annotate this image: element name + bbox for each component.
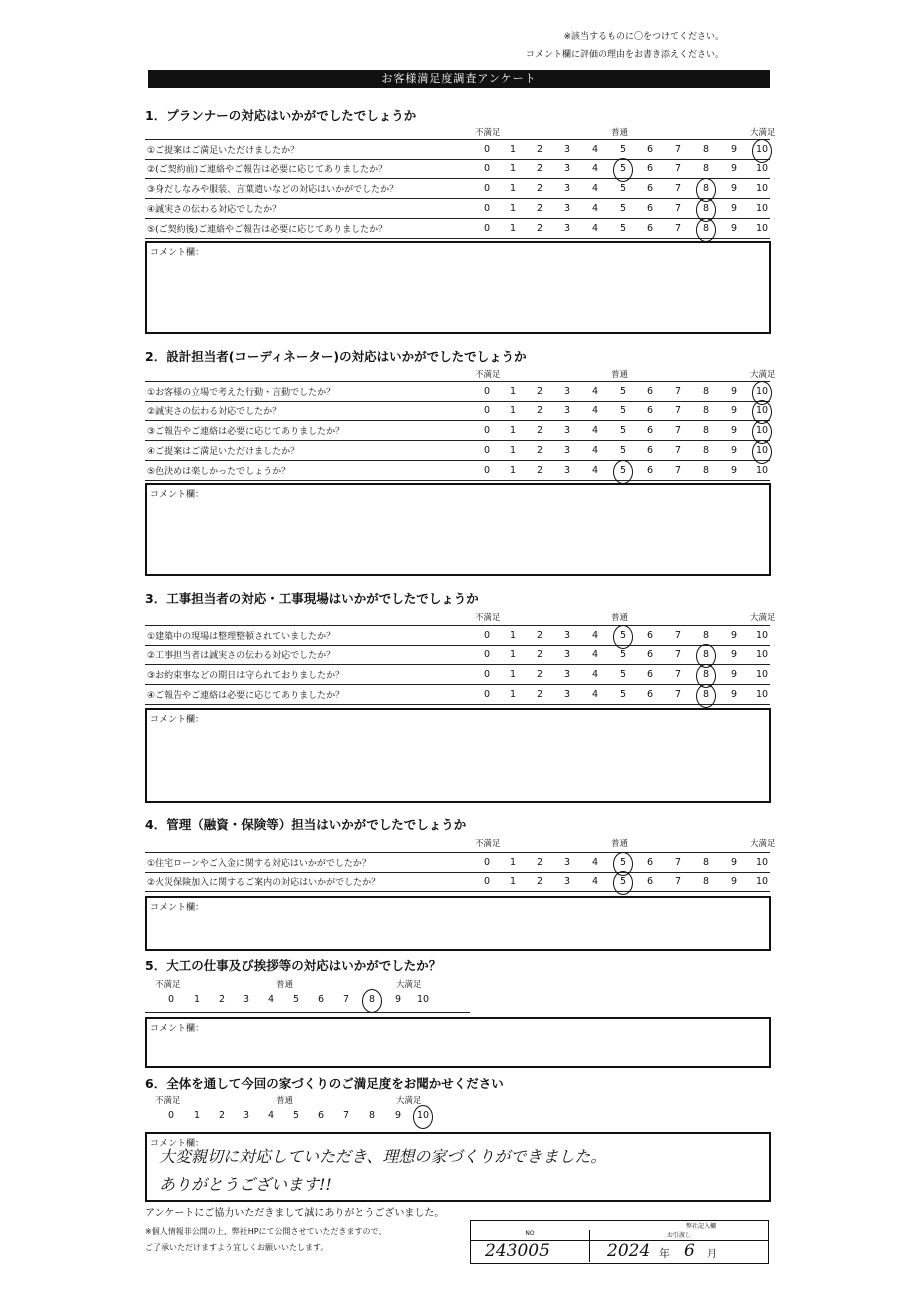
section-1-question-row xyxy=(145,199,770,219)
rating-option-0[interactable]: 0 xyxy=(483,445,491,456)
rating-option-5[interactable]: 5 xyxy=(615,630,631,641)
rating-option-2[interactable]: 2 xyxy=(218,1110,226,1121)
section-4-title: 4．管理（融資・保険等）担当はいかがでしたでしょうか xyxy=(145,817,467,832)
rating-option-10[interactable]: 10 xyxy=(755,386,769,397)
rating-option-7[interactable]: 7 xyxy=(674,425,682,436)
rating-option-0[interactable]: 0 xyxy=(483,465,491,476)
rating-option-9[interactable]: 9 xyxy=(730,163,738,174)
section-6-mid-label: 普通 xyxy=(276,1096,294,1106)
rating-option-7[interactable]: 7 xyxy=(674,223,682,234)
section-5-title: 5．大工の仕事及び挨拶等の対応はいかがでしたか？ xyxy=(145,958,442,973)
rating-option-3[interactable]: 3 xyxy=(563,649,571,660)
rating-option-9[interactable]: 9 xyxy=(730,669,738,680)
rating-option-2[interactable]: 2 xyxy=(536,689,544,700)
rating-option-3[interactable]: 3 xyxy=(563,425,571,436)
section-5-mid-label: 普通 xyxy=(276,980,294,990)
section-1-question-row xyxy=(145,159,770,179)
question-text: ④ご提案はご満足いただけましたか？ xyxy=(147,447,300,457)
rating-option-5[interactable]: 5 xyxy=(292,1110,300,1121)
rating-option-10[interactable]: 10 xyxy=(755,649,769,660)
question-text: ②火災保険加入に関するご案内の対応はいかがでしたか？ xyxy=(147,878,381,888)
rating-option-9[interactable]: 9 xyxy=(730,386,738,397)
rating-option-0[interactable]: 0 xyxy=(483,405,491,416)
rating-option-0[interactable]: 0 xyxy=(167,994,175,1005)
section-2-low-label: 不満足 xyxy=(475,370,501,380)
rating-option-10[interactable]: 10 xyxy=(755,630,769,641)
section-2-question-row xyxy=(145,441,770,461)
rating-option-6[interactable]: 6 xyxy=(646,144,654,155)
rating-option-10[interactable]: 10 xyxy=(755,163,769,174)
rating-option-6[interactable]: 6 xyxy=(317,1110,325,1121)
rating-option-7[interactable]: 7 xyxy=(674,445,682,456)
section-6-comment-box[interactable] xyxy=(145,1132,771,1202)
rating-option-7[interactable]: 7 xyxy=(674,876,682,887)
question-text: ④誠実さの伝わる対応でしたか？ xyxy=(147,205,282,215)
no-label: NO xyxy=(471,1230,590,1241)
rating-option-0[interactable]: 0 xyxy=(483,163,491,174)
rating-option-4[interactable]: 4 xyxy=(267,994,275,1005)
office-use-label: 弊社記入欄 xyxy=(685,1223,716,1230)
rating-option-6[interactable]: 6 xyxy=(646,163,654,174)
rating-option-5[interactable]: 5 xyxy=(615,857,631,868)
rating-option-6[interactable]: 6 xyxy=(646,689,654,700)
rating-option-5[interactable]: 5 xyxy=(619,445,627,456)
rating-option-3[interactable]: 3 xyxy=(563,405,571,416)
rating-option-6[interactable]: 6 xyxy=(646,425,654,436)
section-6-scale xyxy=(145,1108,470,1128)
rating-option-5[interactable]: 5 xyxy=(619,649,627,660)
handwritten-comment-line-1: 大変親切に対応していただき、理想の家づくりができました。 xyxy=(159,1147,607,1166)
rating-option-8[interactable]: 8 xyxy=(702,405,710,416)
section-3-question-row xyxy=(145,625,770,646)
rating-option-7[interactable]: 7 xyxy=(674,183,682,194)
rating-option-4[interactable]: 4 xyxy=(591,445,599,456)
handwritten-comment-line-2: ありがとうございます!! xyxy=(159,1175,332,1194)
section-4-comment-box[interactable] xyxy=(145,896,771,951)
section-3-question-row xyxy=(145,685,770,705)
question-text: ②(ご契約前)ご連絡やご報告は必要に応じてありましたか？ xyxy=(147,165,388,175)
question-text: ④ご報告やご連絡は必要に応じてありましたか？ xyxy=(147,691,345,701)
rating-option-0[interactable]: 0 xyxy=(483,386,491,397)
rating-option-8[interactable]: 8 xyxy=(364,994,380,1005)
rating-option-6[interactable]: 6 xyxy=(646,857,654,868)
rating-option-9[interactable]: 9 xyxy=(730,445,738,456)
instruction-circle: ※該当するものに〇をつけてください。 xyxy=(563,32,724,42)
rating-option-8[interactable]: 8 xyxy=(702,465,710,476)
rating-option-2[interactable]: 2 xyxy=(536,876,544,887)
section-6-low-label: 不満足 xyxy=(155,1096,181,1106)
section-2-title: 2．設計担当者(コーディネーター)の対応はいかがでしたでしょうか xyxy=(145,349,527,364)
section-5-low-label: 不満足 xyxy=(155,980,181,990)
section-3-low-label: 不満足 xyxy=(475,613,501,623)
rating-option-7[interactable]: 7 xyxy=(674,203,682,214)
rating-option-6[interactable]: 6 xyxy=(646,876,654,887)
section-4-question-row xyxy=(145,852,770,873)
rating-option-5[interactable]: 5 xyxy=(292,994,300,1005)
rating-option-2[interactable]: 2 xyxy=(536,203,544,214)
handover-month: 6 xyxy=(684,1241,695,1261)
rating-option-1[interactable]: 1 xyxy=(509,203,517,214)
rating-option-10[interactable]: 10 xyxy=(416,1110,430,1121)
rating-option-6[interactable]: 6 xyxy=(646,465,654,476)
rating-option-7[interactable]: 7 xyxy=(674,465,682,476)
rating-option-1[interactable]: 1 xyxy=(509,876,517,887)
privacy-note-1: ※個人情報非公開の上、弊社HPにて公開させていただきますので、 xyxy=(145,1227,387,1236)
rating-option-5[interactable]: 5 xyxy=(619,425,627,436)
question-text: ①お客様の立場で考えた行動・言動でしたか？ xyxy=(147,388,336,398)
rating-option-8[interactable]: 8 xyxy=(698,203,714,214)
section-2-mid-label: 普通 xyxy=(611,370,629,380)
rating-option-2[interactable]: 2 xyxy=(536,465,544,476)
rating-option-5[interactable]: 5 xyxy=(615,163,631,174)
rating-option-10[interactable]: 10 xyxy=(755,183,769,194)
rating-option-7[interactable]: 7 xyxy=(674,163,682,174)
section-1-high-label: 大満足 xyxy=(750,128,776,138)
rating-option-6[interactable]: 6 xyxy=(646,669,654,680)
rating-option-8[interactable]: 8 xyxy=(702,630,710,641)
rating-option-8[interactable]: 8 xyxy=(702,386,710,397)
rating-option-9[interactable]: 9 xyxy=(730,857,738,868)
rating-option-1[interactable]: 1 xyxy=(509,669,517,680)
rating-option-5[interactable]: 5 xyxy=(615,465,631,476)
rating-option-8[interactable]: 8 xyxy=(702,425,710,436)
rating-option-3[interactable]: 3 xyxy=(563,445,571,456)
rating-option-7[interactable]: 7 xyxy=(674,669,682,680)
office-record-table xyxy=(470,1220,769,1264)
rating-option-10[interactable]: 10 xyxy=(755,876,769,887)
rating-option-10[interactable]: 10 xyxy=(755,223,769,234)
question-text: ①建築中の現場は整理整頓されていましたか？ xyxy=(147,632,336,642)
rating-option-3[interactable]: 3 xyxy=(563,183,571,194)
section-2-comment-box[interactable] xyxy=(145,483,771,576)
rating-option-10[interactable]: 10 xyxy=(755,669,769,680)
rating-option-8[interactable]: 8 xyxy=(702,144,710,155)
rating-option-6[interactable]: 6 xyxy=(646,649,654,660)
rating-option-1[interactable]: 1 xyxy=(509,223,517,234)
rating-option-0[interactable]: 0 xyxy=(483,203,491,214)
section-1-question-row xyxy=(145,219,770,239)
section-1-question-row xyxy=(145,139,770,160)
question-text: ③ご報告やご連絡は必要に応じてありましたか？ xyxy=(147,427,345,437)
rating-option-4[interactable]: 4 xyxy=(591,689,599,700)
rating-option-8[interactable]: 8 xyxy=(698,689,714,700)
rating-option-3[interactable]: 3 xyxy=(563,669,571,680)
rating-option-1[interactable]: 1 xyxy=(509,144,517,155)
rating-option-10[interactable]: 10 xyxy=(755,405,769,416)
rating-option-4[interactable]: 4 xyxy=(591,144,599,155)
rating-option-10[interactable]: 10 xyxy=(755,445,769,456)
rating-option-0[interactable]: 0 xyxy=(483,857,491,868)
rating-option-4[interactable]: 4 xyxy=(591,223,599,234)
rating-option-4[interactable]: 4 xyxy=(591,425,599,436)
rating-option-5[interactable]: 5 xyxy=(619,144,627,155)
rating-option-8[interactable]: 8 xyxy=(698,649,714,660)
rating-option-8[interactable]: 8 xyxy=(702,876,710,887)
section-1-mid-label: 普通 xyxy=(611,128,629,138)
rating-option-5[interactable]: 5 xyxy=(619,203,627,214)
rating-option-1[interactable]: 1 xyxy=(193,1110,201,1121)
rating-option-3[interactable]: 3 xyxy=(563,857,571,868)
rating-option-10[interactable]: 10 xyxy=(755,425,769,436)
rating-option-4[interactable]: 4 xyxy=(267,1110,275,1121)
rating-option-2[interactable]: 2 xyxy=(218,994,226,1005)
rating-option-2[interactable]: 2 xyxy=(536,630,544,641)
section-1-comment-box[interactable] xyxy=(145,241,771,334)
comment-label: コメント欄： xyxy=(150,903,205,913)
rating-option-10[interactable]: 10 xyxy=(755,857,769,868)
rating-option-8[interactable]: 8 xyxy=(702,163,710,174)
survey-title: お客様満足度調査アンケート xyxy=(148,70,770,88)
rating-option-3[interactable]: 3 xyxy=(242,994,250,1005)
rating-option-10[interactable]: 10 xyxy=(755,465,769,476)
rating-option-9[interactable]: 9 xyxy=(730,203,738,214)
rating-option-9[interactable]: 9 xyxy=(730,689,738,700)
rating-option-6[interactable]: 6 xyxy=(646,386,654,397)
rating-option-3[interactable]: 3 xyxy=(242,1110,250,1121)
rating-option-9[interactable]: 9 xyxy=(730,465,738,476)
rating-option-4[interactable]: 4 xyxy=(591,183,599,194)
question-text: ①ご提案はご満足いただけましたか？ xyxy=(147,146,300,156)
question-text: ②工事担当者は誠実さの伝わる対応でしたか？ xyxy=(147,651,336,661)
rating-option-3[interactable]: 3 xyxy=(563,144,571,155)
rating-option-1[interactable]: 1 xyxy=(509,445,517,456)
rating-option-4[interactable]: 4 xyxy=(591,669,599,680)
question-text: ①住宅ローンやご入金に関する対応はいかがでしたか？ xyxy=(147,859,371,869)
rating-option-6[interactable]: 6 xyxy=(646,445,654,456)
rating-option-7[interactable]: 7 xyxy=(674,630,682,641)
rating-option-9[interactable]: 9 xyxy=(730,425,738,436)
rating-option-1[interactable]: 1 xyxy=(193,994,201,1005)
rating-option-2[interactable]: 2 xyxy=(536,405,544,416)
section-4-mid-label: 普通 xyxy=(611,839,629,849)
rating-option-7[interactable]: 7 xyxy=(674,386,682,397)
question-text: ⑤(ご契約後)ご連絡やご報告は必要に応じてありましたか？ xyxy=(147,225,388,235)
comment-label: コメント欄： xyxy=(150,1024,205,1034)
rating-option-4[interactable]: 4 xyxy=(591,630,599,641)
rating-option-3[interactable]: 3 xyxy=(563,689,571,700)
rating-option-0[interactable]: 0 xyxy=(483,876,491,887)
rating-option-3[interactable]: 3 xyxy=(563,386,571,397)
comment-label: コメント欄： xyxy=(150,1139,205,1149)
section-4-low-label: 不満足 xyxy=(475,839,501,849)
rating-option-1[interactable]: 1 xyxy=(509,163,517,174)
section-5-high-label: 大満足 xyxy=(396,980,422,990)
rating-option-8[interactable]: 8 xyxy=(368,1110,376,1121)
rating-option-1[interactable]: 1 xyxy=(509,465,517,476)
privacy-note-2: ご了承いただけますよう宜しくお願いいたします。 xyxy=(145,1243,329,1252)
section-1-low-label: 不満足 xyxy=(475,128,501,138)
rating-option-1[interactable]: 1 xyxy=(509,857,517,868)
question-text: ⑤色決めは楽しかったでしょうか？ xyxy=(147,467,291,477)
handover-year: 2024 xyxy=(607,1241,651,1261)
year-unit: 年 xyxy=(659,1247,670,1260)
comment-label: コメント欄： xyxy=(150,715,205,725)
rating-option-0[interactable]: 0 xyxy=(167,1110,175,1121)
rating-option-8[interactable]: 8 xyxy=(698,669,714,680)
rating-option-9[interactable]: 9 xyxy=(730,144,738,155)
section-3-high-label: 大満足 xyxy=(750,613,776,623)
rating-option-4[interactable]: 4 xyxy=(591,163,599,174)
rating-option-5[interactable]: 5 xyxy=(619,386,627,397)
comment-label: コメント欄： xyxy=(150,248,205,258)
rating-option-3[interactable]: 3 xyxy=(563,223,571,234)
rating-option-2[interactable]: 2 xyxy=(536,144,544,155)
rating-option-6[interactable]: 6 xyxy=(646,203,654,214)
rating-option-7[interactable]: 7 xyxy=(342,994,350,1005)
rating-option-4[interactable]: 4 xyxy=(591,876,599,887)
rating-option-8[interactable]: 8 xyxy=(698,223,714,234)
rating-option-5[interactable]: 5 xyxy=(619,669,627,680)
rating-option-0[interactable]: 0 xyxy=(483,183,491,194)
rating-option-9[interactable]: 9 xyxy=(730,876,738,887)
rating-option-0[interactable]: 0 xyxy=(483,223,491,234)
section-6-title: 6．全体を通して今回の家づくりのご満足度をお聞かせください xyxy=(145,1076,504,1091)
rating-option-9[interactable]: 9 xyxy=(730,649,738,660)
rating-option-2[interactable]: 2 xyxy=(536,857,544,868)
rating-option-10[interactable]: 10 xyxy=(755,144,769,155)
rating-option-2[interactable]: 2 xyxy=(536,163,544,174)
rating-option-1[interactable]: 1 xyxy=(509,183,517,194)
rating-option-6[interactable]: 6 xyxy=(646,223,654,234)
rating-option-0[interactable]: 0 xyxy=(483,630,491,641)
question-text: ③お約束事などの期日は守られておりましたか？ xyxy=(147,671,345,681)
rating-option-3[interactable]: 3 xyxy=(563,163,571,174)
instruction-comment: コメント欄に評価の理由をお書き添えください。 xyxy=(525,50,724,60)
section-3-question-row xyxy=(145,645,770,665)
rating-option-1[interactable]: 1 xyxy=(509,630,517,641)
question-text: ③身だしなみや服装、言葉遣いなどの対応はいかがでしたか？ xyxy=(147,185,399,195)
rating-option-0[interactable]: 0 xyxy=(483,425,491,436)
rating-option-7[interactable]: 7 xyxy=(674,649,682,660)
rating-option-5[interactable]: 5 xyxy=(619,183,627,194)
section-2-question-row xyxy=(145,401,770,421)
rating-option-2[interactable]: 2 xyxy=(536,386,544,397)
record-number: 243005 xyxy=(485,1241,550,1261)
rating-option-2[interactable]: 2 xyxy=(536,445,544,456)
section-3-question-row xyxy=(145,665,770,685)
section-3-title: 3．工事担当者の対応・工事現場はいかがでしたでしょうか xyxy=(145,591,479,606)
rating-option-9[interactable]: 9 xyxy=(730,223,738,234)
rating-option-4[interactable]: 4 xyxy=(591,203,599,214)
section-3-mid-label: 普通 xyxy=(611,613,629,623)
section-5-comment-box[interactable] xyxy=(145,1017,771,1068)
rating-option-3[interactable]: 3 xyxy=(563,876,571,887)
rating-option-0[interactable]: 0 xyxy=(483,669,491,680)
rating-option-8[interactable]: 8 xyxy=(698,183,714,194)
rating-option-6[interactable]: 6 xyxy=(646,183,654,194)
rating-option-4[interactable]: 4 xyxy=(591,405,599,416)
section-2-question-row xyxy=(145,421,770,441)
section-4-question-row xyxy=(145,872,770,892)
section-4-high-label: 大満足 xyxy=(750,839,776,849)
section-1-title: 1．プランナーの対応はいかがでしたでしょうか xyxy=(145,108,417,123)
rating-option-4[interactable]: 4 xyxy=(591,465,599,476)
rating-option-7[interactable]: 7 xyxy=(674,405,682,416)
rating-option-1[interactable]: 1 xyxy=(509,689,517,700)
rating-option-6[interactable]: 6 xyxy=(317,994,325,1005)
rating-option-10[interactable]: 10 xyxy=(416,994,430,1005)
section-2-question-row xyxy=(145,461,770,481)
rating-option-7[interactable]: 7 xyxy=(674,144,682,155)
closing-message: アンケートにご協力いただきまして誠にありがとうございました。 xyxy=(145,1208,445,1219)
section-1-question-row xyxy=(145,179,770,199)
rating-option-4[interactable]: 4 xyxy=(591,386,599,397)
rating-option-1[interactable]: 1 xyxy=(509,386,517,397)
rating-option-8[interactable]: 8 xyxy=(702,445,710,456)
comment-label: コメント欄： xyxy=(150,490,205,500)
section-2-high-label: 大満足 xyxy=(750,370,776,380)
rating-option-2[interactable]: 2 xyxy=(536,425,544,436)
rating-option-4[interactable]: 4 xyxy=(591,649,599,660)
rating-option-5[interactable]: 5 xyxy=(619,223,627,234)
rating-option-9[interactable]: 9 xyxy=(394,994,402,1005)
rating-option-2[interactable]: 2 xyxy=(536,669,544,680)
rating-option-9[interactable]: 9 xyxy=(730,630,738,641)
rating-option-9[interactable]: 9 xyxy=(730,405,738,416)
rating-option-3[interactable]: 3 xyxy=(563,203,571,214)
rating-option-7[interactable]: 7 xyxy=(342,1110,350,1121)
section-5-scale xyxy=(145,992,470,1013)
rating-option-1[interactable]: 1 xyxy=(509,405,517,416)
question-text: ②誠実さの伝わる対応でしたか？ xyxy=(147,407,282,417)
rating-option-7[interactable]: 7 xyxy=(674,857,682,868)
rating-option-10[interactable]: 10 xyxy=(755,689,769,700)
rating-option-2[interactable]: 2 xyxy=(536,223,544,234)
rating-option-2[interactable]: 2 xyxy=(536,649,544,660)
handover-label: お引渡し xyxy=(590,1230,768,1241)
rating-option-0[interactable]: 0 xyxy=(483,649,491,660)
rating-option-2[interactable]: 2 xyxy=(536,183,544,194)
section-6-high-label: 大満足 xyxy=(396,1096,422,1106)
rating-option-4[interactable]: 4 xyxy=(591,857,599,868)
rating-option-0[interactable]: 0 xyxy=(483,689,491,700)
rating-option-3[interactable]: 3 xyxy=(563,630,571,641)
rating-option-9[interactable]: 9 xyxy=(394,1110,402,1121)
rating-option-3[interactable]: 3 xyxy=(563,465,571,476)
rating-option-9[interactable]: 9 xyxy=(730,183,738,194)
rating-option-6[interactable]: 6 xyxy=(646,630,654,641)
rating-option-5[interactable]: 5 xyxy=(619,405,627,416)
rating-option-5[interactable]: 5 xyxy=(619,689,627,700)
rating-option-5[interactable]: 5 xyxy=(615,876,631,887)
rating-option-8[interactable]: 8 xyxy=(702,857,710,868)
rating-option-1[interactable]: 1 xyxy=(509,425,517,436)
rating-option-0[interactable]: 0 xyxy=(483,144,491,155)
month-unit: 月 xyxy=(707,1249,717,1260)
rating-option-1[interactable]: 1 xyxy=(509,649,517,660)
section-2-question-row xyxy=(145,381,770,402)
rating-option-7[interactable]: 7 xyxy=(674,689,682,700)
rating-option-6[interactable]: 6 xyxy=(646,405,654,416)
rating-option-10[interactable]: 10 xyxy=(755,203,769,214)
section-3-comment-box[interactable] xyxy=(145,708,771,803)
